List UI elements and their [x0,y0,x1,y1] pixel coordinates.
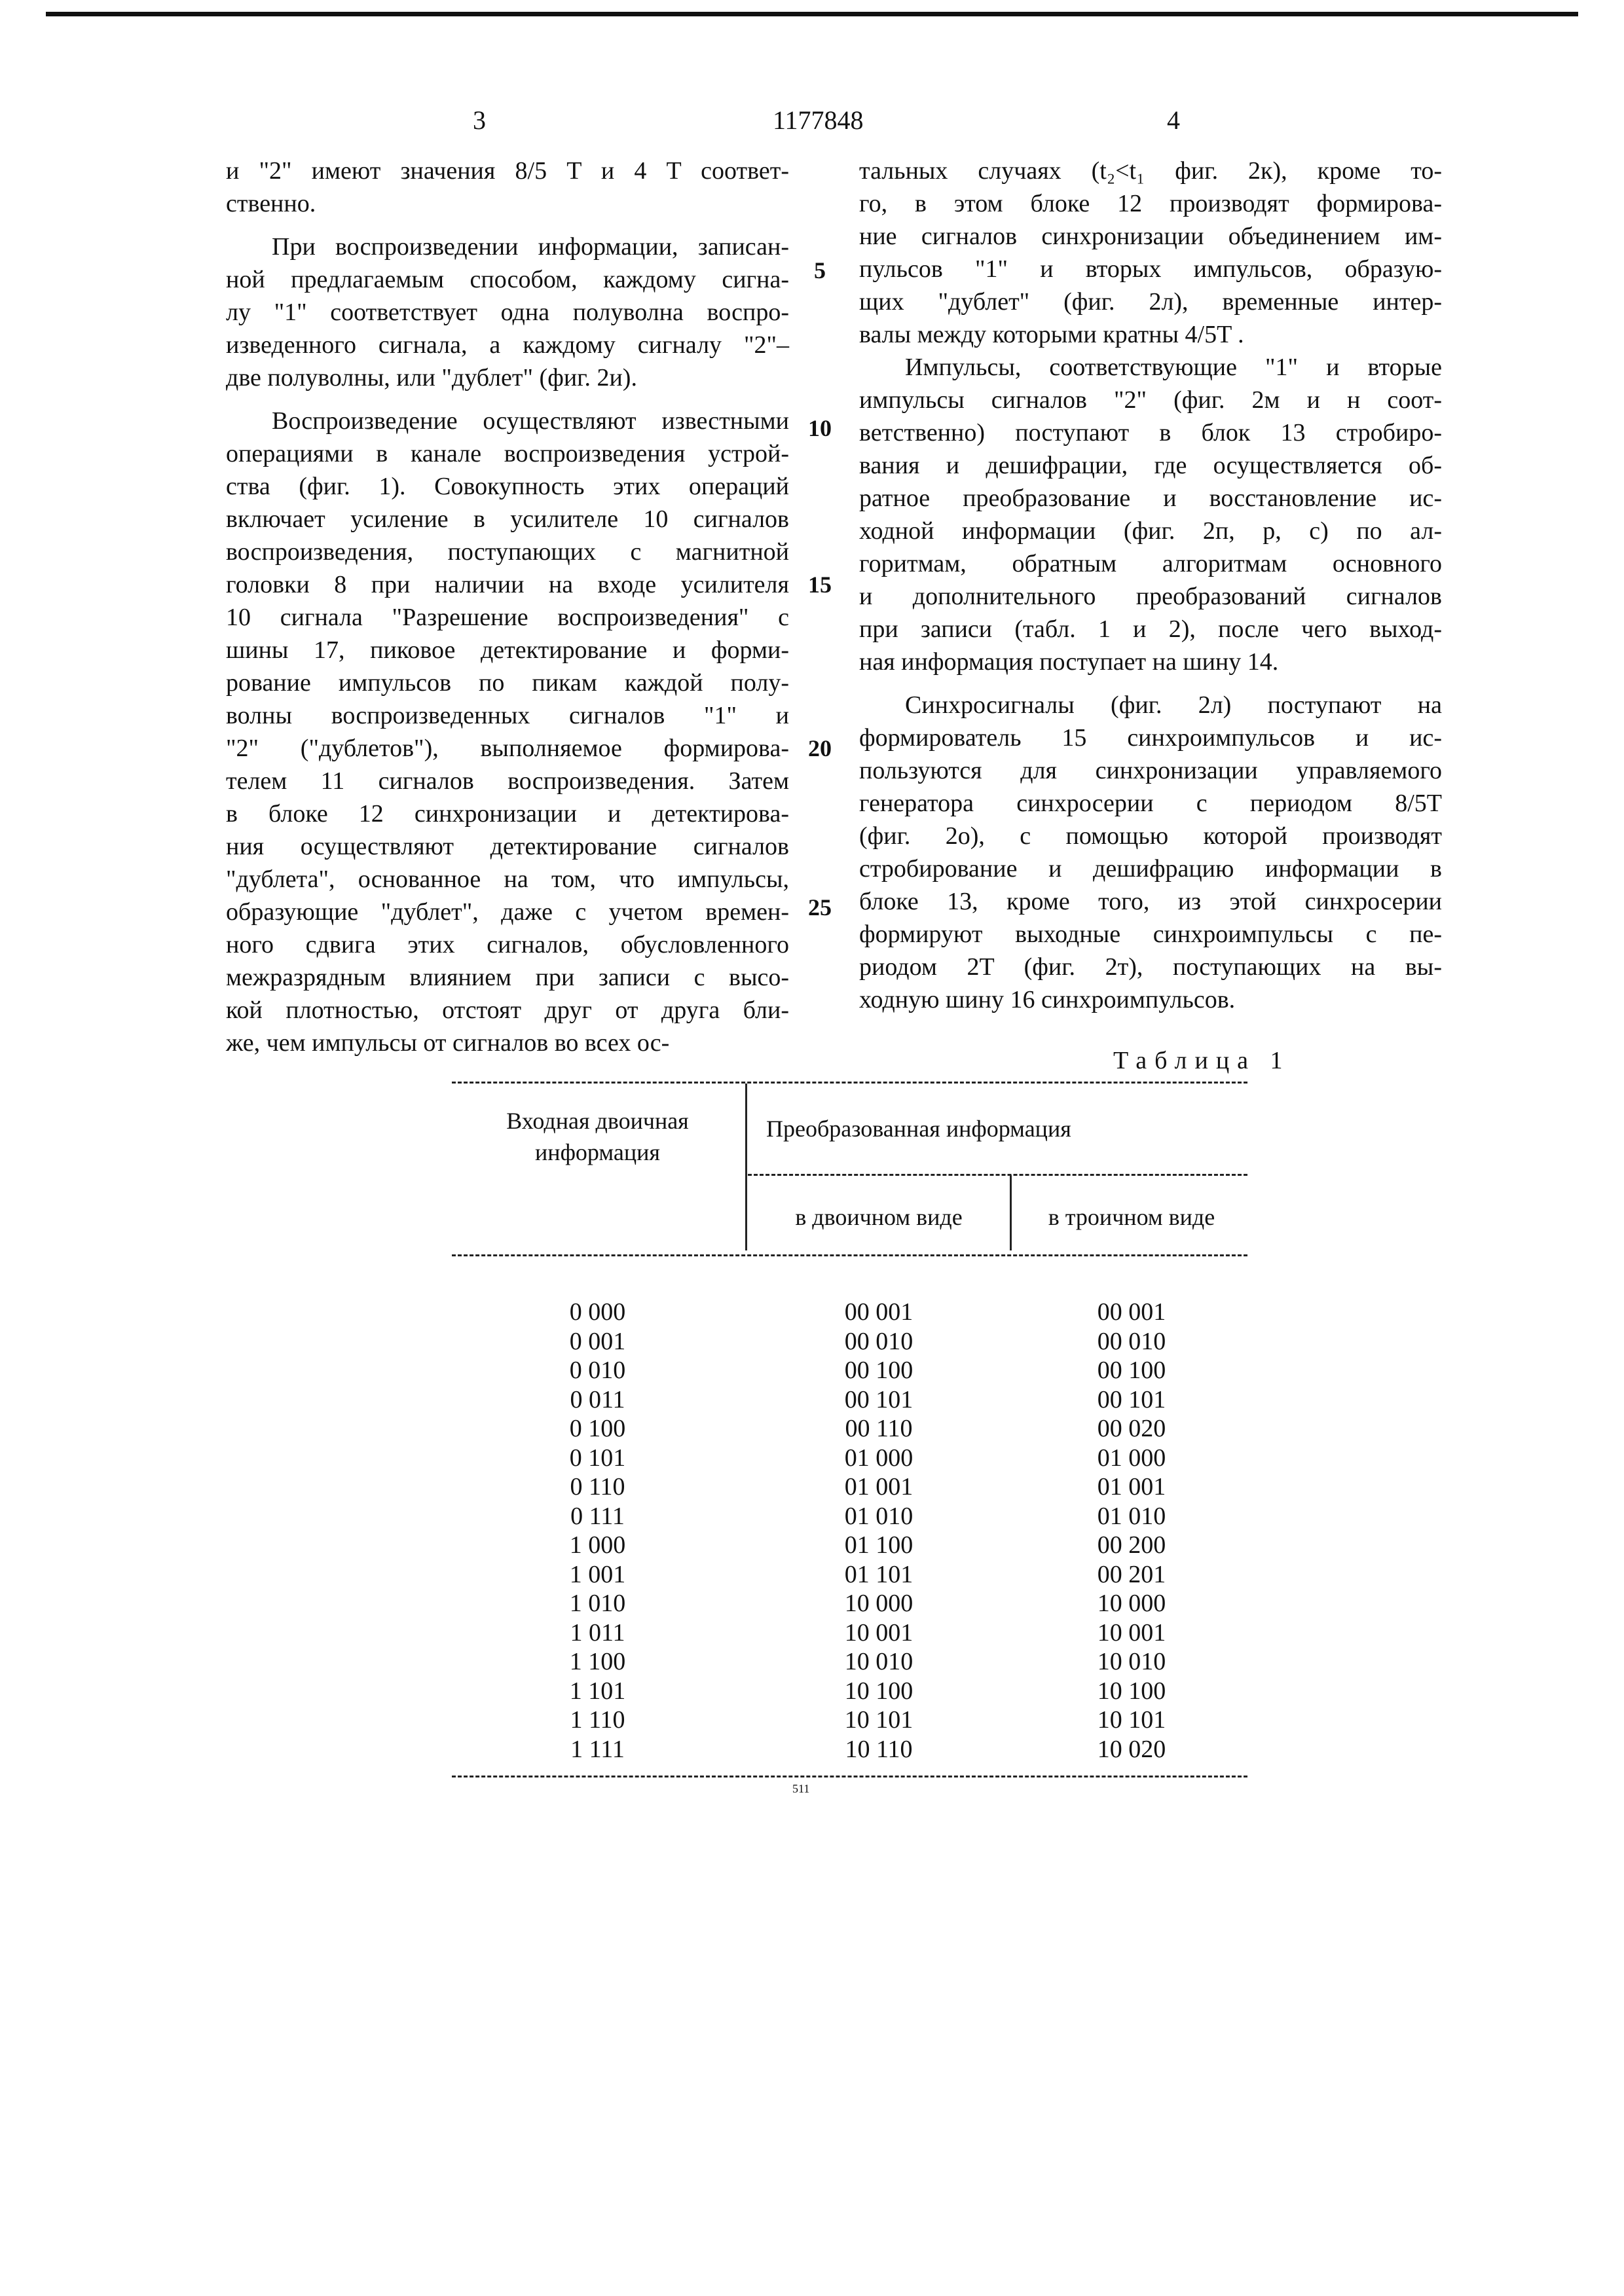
cell-input-binary: 0 110 [570,1473,625,1501]
text-line: вания и дешифрации, где осуществляется об- [859,452,1442,479]
text-line: генератора синхросерии с периодом 8/5T [859,790,1442,817]
cell-input-binary: 0 010 [569,1357,626,1384]
line-number: 20 [808,735,832,761]
cell-converted-ternary: 00 010 [1097,1327,1166,1355]
cell-input-binary: 1 110 [570,1706,625,1734]
cell-converted-binary: 00 110 [845,1415,913,1442]
text-line: и дополнительного преобразований сигналов [859,583,1442,610]
text-line: шины 17, пиковое детектирование и форми- [226,636,789,664]
cell-input-binary: 0 100 [569,1415,626,1442]
footer-mark: 511 [792,1782,810,1795]
text-line: ной предлагаемым способом, каждому сигна- [226,266,789,293]
column-group-header: Преобразованная информация [766,1116,1071,1142]
cell-converted-ternary: 10 100 [1097,1677,1166,1705]
text-line: (фиг. 2о), с помощью которой производят [859,822,1442,850]
text-line: блоке 13, кроме того, из этой синхросерии [859,888,1442,915]
text-line: межразрядным влиянием при записи с высо- [226,964,789,991]
cell-converted-ternary: 00 200 [1097,1531,1166,1559]
cell-input-binary: 1 001 [569,1560,626,1588]
text-line: тальных случаях (t₂<t₁ фиг. 2к), кроме то- [859,157,1442,185]
text-line: и "2" имеют значения 8/5 T и 4 T соответ- [226,157,789,185]
text-line: при записи (табл. 1 и 2), после чего выход- [859,615,1442,643]
table-title: Таблица 1 [1113,1047,1291,1074]
text-line: пульсов "1" и вторых импульсов, образую- [859,255,1442,283]
column-header-binary: в двоичном виде [795,1204,963,1230]
text-line: "2" ("дублетов"), выполняемое формирова- [226,735,789,762]
cell-converted-ternary: 10 101 [1097,1706,1166,1734]
cell-converted-binary: 10 100 [844,1677,913,1705]
column-header-input: Входная двоичная информация [506,1108,689,1165]
text-line: рование импульсов по пикам каждой полу- [226,669,789,697]
line-number: 5 [814,257,826,283]
page-number-right: 4 [1167,105,1180,135]
text-line: го, в этом блоке 12 производят формирова- [859,190,1442,217]
text-line: ратное преобразование и восстановление ис- [859,484,1442,512]
text-line: При воспроизведении информации, записан- [272,233,789,261]
cell-input-binary: 0 000 [569,1298,626,1326]
text-line: риодом 2T (фиг. 2т), поступающих на вы- [859,953,1442,981]
cell-converted-ternary: 10 000 [1097,1590,1166,1617]
cell-converted-ternary: 01 000 [1097,1444,1166,1472]
cell-input-binary: 1 100 [569,1648,626,1675]
text-line: Синхросигналы (фиг. 2л) поступают на [905,691,1442,719]
text-line: изведенного сигнала, а каждому сигналу "2"– [226,331,789,359]
cell-input-binary: 1 011 [570,1618,625,1647]
cell-input-binary: 0 101 [569,1444,626,1472]
cell-converted-binary: 01 001 [844,1473,913,1501]
text-line: формирователь 15 синхроимпульсов и ис- [859,724,1442,752]
text-line: образующие "дублет", даже с учетом времен- [226,898,789,926]
document-number: 1177848 [773,105,864,135]
cell-converted-binary: 01 100 [844,1531,913,1559]
left-text-column [226,155,789,1059]
line-number: 15 [808,572,832,598]
cell-input-binary: 1 101 [569,1677,626,1705]
cell-converted-ternary: 10 001 [1097,1618,1166,1647]
cell-converted-ternary: 01 010 [1097,1502,1166,1530]
cell-converted-binary: 00 101 [844,1385,913,1413]
cell-converted-ternary: 10 020 [1097,1735,1166,1763]
column-header-ternary: в троичном виде [1048,1204,1215,1230]
cell-converted-binary: 01 101 [844,1560,913,1588]
cell-converted-binary: 10 001 [844,1618,913,1647]
text-line: в блоке 12 синхронизации и детектирова- [226,800,789,828]
cell-converted-ternary: 10 010 [1097,1648,1166,1675]
text-line: кой плотностью, отстоят друг от друга бли- [226,996,789,1024]
line-number: 25 [808,894,832,920]
cell-converted-binary: 01 010 [844,1502,913,1530]
text-line: горитмам, обратным алгоритмам основного [859,550,1442,577]
text-line: ства (фиг. 1). Совокупность этих операций [226,473,789,500]
text-line: телем 11 сигналов воспроизведения. Затем [226,767,789,795]
cell-input-binary: 1 010 [569,1590,626,1617]
text-line: воспроизведения, поступающих с магнитной [226,538,789,566]
cell-converted-ternary: 00 001 [1097,1298,1166,1326]
text-line: импульсы сигналов "2" (фиг. 2м и н соот- [859,386,1442,414]
text-line: ния осуществляют детектирование сигналов [226,833,789,860]
paragraph-gap [226,394,789,405]
cell-input-binary: 1 111 [570,1735,625,1763]
cell-converted-binary: 00 001 [844,1298,913,1326]
cell-converted-binary: 10 101 [844,1706,913,1734]
text-line: ственно. [226,190,316,217]
cell-input-binary: 0 001 [569,1327,626,1355]
text-line: Воспроизведение осуществляют известными [272,407,789,435]
right-text-column [859,155,1442,1016]
cell-converted-ternary: 01 001 [1097,1473,1166,1501]
text-line: включает усиление в усилителе 10 сигналов [226,505,789,533]
table-subheader-rule [748,1174,1247,1176]
text-line: ходную шину 16 синхроимпульсов. [859,986,1236,1013]
paragraph-gap [226,220,789,230]
text-line: операциями в канале воспроизведения устрой- [226,440,789,467]
text-line: ходной информации (фиг. 2п, р, с) по ал- [859,517,1442,545]
cell-converted-binary: 00 010 [844,1327,913,1355]
text-line: валы между которыми кратны 4/5T . [859,321,1244,348]
cell-converted-ternary: 00 201 [1097,1560,1166,1588]
text-line: лу "1" соответствует одна полуволна воспро- [226,299,789,326]
cell-input-binary: 1 000 [569,1531,626,1559]
text-line: ние сигналов синхронизации объединением им- [859,223,1442,250]
line-number: 10 [808,415,832,441]
top-border-rule [46,12,1578,16]
paragraph-gap [859,678,1442,689]
table-top-rule [452,1082,1247,1084]
cell-converted-ternary: 00 020 [1097,1415,1166,1442]
text-line: пользуются для синхронизации управляемого [859,757,1442,784]
cell-converted-ternary: 00 100 [1097,1357,1166,1384]
text-line: формируют выходные синхроимпульсы с пе- [859,920,1442,948]
page-number-left: 3 [473,105,486,135]
text-line: ветственно) поступают в блок 13 стробиро- [859,419,1442,446]
table-divider-1 [745,1084,747,1250]
text-line: две полуволны, или "дублет" (фиг. 2и). [226,364,637,392]
text-line: щих "дублет" (фиг. 2л), временные интер- [859,288,1442,316]
cell-converted-binary: 01 000 [844,1444,913,1472]
text-line: ная информация поступает на шину 14. [859,648,1279,676]
table-bottom-rule [452,1776,1247,1777]
text-line: ного сдвига этих сигналов, обусловленного [226,931,789,958]
table-divider-2 [1010,1175,1012,1250]
text-line: "дублета", основанное на том, что импульсы, [226,866,789,893]
cell-input-binary: 0 011 [570,1385,625,1413]
cell-converted-binary: 10 000 [844,1590,913,1617]
text-line: же, чем импульсы от сигналов во всех ос- [226,1029,670,1057]
text-line: стробирование и дешифрацию информации в [859,855,1442,883]
text-line: головки 8 при наличии на входе усилителя [226,571,789,598]
cell-converted-binary: 00 100 [844,1357,913,1384]
text-line: Импульсы, соответствующие "1" и вторые [905,354,1442,381]
cell-converted-binary: 10 110 [845,1735,913,1763]
table-header-bottom-rule [452,1254,1247,1256]
cell-input-binary: 0 111 [570,1502,625,1530]
cell-converted-binary: 10 010 [844,1648,913,1675]
text-line: 10 сигнала "Разрешение воспроизведения" с [226,604,789,631]
text-line: волны воспроизведенных сигналов "1" и [226,702,789,729]
cell-converted-ternary: 00 101 [1097,1385,1166,1413]
